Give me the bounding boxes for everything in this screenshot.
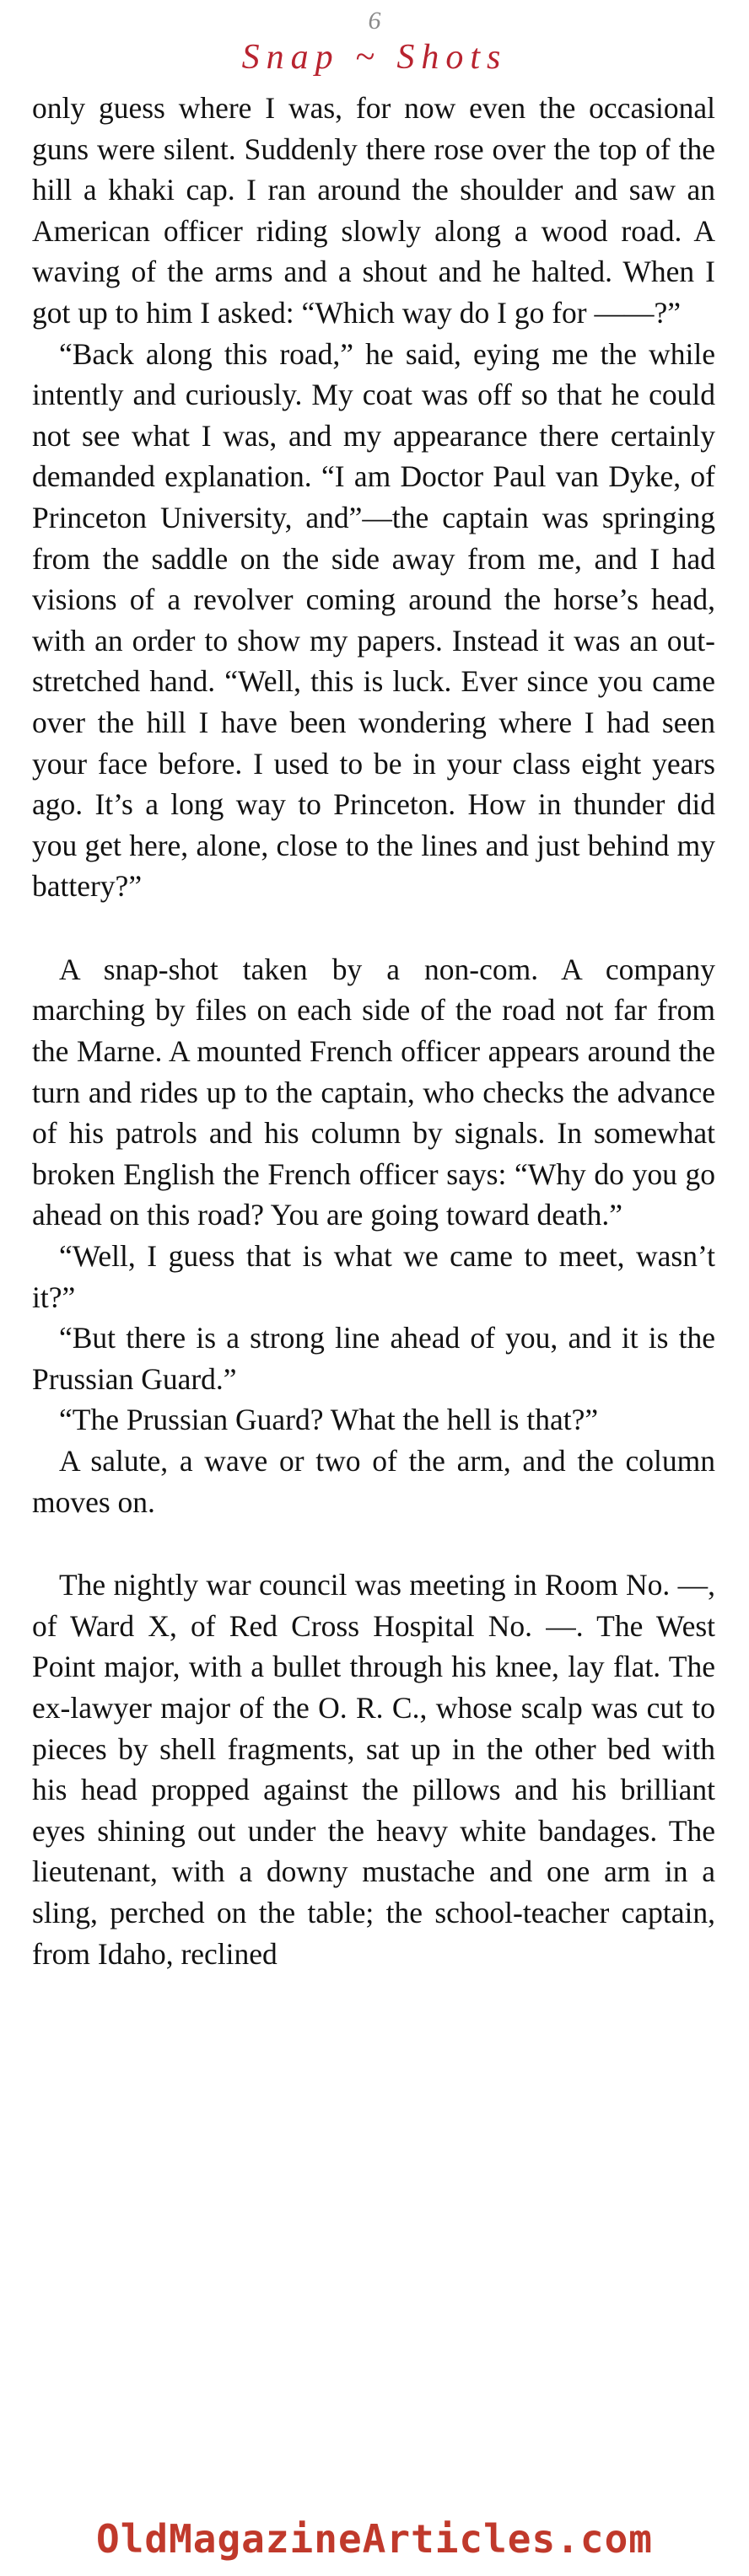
paragraph: The nightly war council was meeting in Room No. —, of Ward X, of Red Cross Hospital No. —. The West Point major, with a bullet through his knee, lay flat. The ex-lawyer major of the O. R. C., whose scalp was cut to pieces by shell fragments, sat up in the other bed with his head propped against the pillows and his brilliant eyes shining out under the heavy white bandages. The lieutenant, with a downy mustache and one arm in a sling, perched on the table; the school-teacher captain, from Idaho, reclined <box>32 1568 715 1971</box>
section-1 <box>32 88 715 907</box>
running-title: Snap ~ Shots <box>241 38 508 77</box>
section-divider <box>32 907 715 949</box>
paragraph: “Well, I guess that is what we came to meet, wasn’t it?” <box>32 1239 715 1314</box>
paragraph: “Back along this road,” he said, eying me the while intently and curiously. My coat was off so that he could not see what I was, and my appearance there certainly demanded explanation. “I am Doctor Paul van Dyke, of Princeton University, and”—the captain was springing from the saddle on the side away from me, and I had visions of a revolver coming around the horse’s head, with an order to show my papers. Instead it was an out-stretched hand. “Well, this is luck. Ever since you came over the hill I have been wondering where I had seen your face before. I used to be in your class eight years ago. It’s a long way to Princeton. How in thunder did you get here, alone, close to the lines and just behind my battery?” <box>32 336 715 904</box>
section-3 <box>32 1564 715 1974</box>
paragraph: “The Prussian Guard? What the hell is that?” <box>59 1403 599 1437</box>
paragraph: “But there is a strong line ahead of you, and it is the Prussian Guard.” <box>32 1321 715 1396</box>
page-number: 6 <box>368 7 381 35</box>
paragraph: A snap-shot taken by a non-com. A company marching by files on each side of the road not far from the Marne. A mounted French officer appears around the turn and rides up to the captain, who checks the advance of his patrols and his column by signals. In somewhat broken English the French officer says: “Why do you go ahead on this road? You are going toward death.” <box>32 952 715 1232</box>
paragraph: only guess where I was, for now even the occasional guns were silent. Suddenly there rose over the top of the hill a khaki cap. I ran around the shoulder and saw an American officer riding slowly along a wood road. A waving of the arms and a shout and he halted. When I got up to him I asked: “Which way do I go for ——?” <box>32 91 715 330</box>
paragraph: A salute, a wave or two of the arm, and the column moves on. <box>32 1444 715 1519</box>
section-divider <box>32 1522 715 1564</box>
article-body <box>32 88 715 1974</box>
section-2 <box>32 949 715 1522</box>
site-watermark: OldMagazineArticles.com <box>96 2516 653 2562</box>
